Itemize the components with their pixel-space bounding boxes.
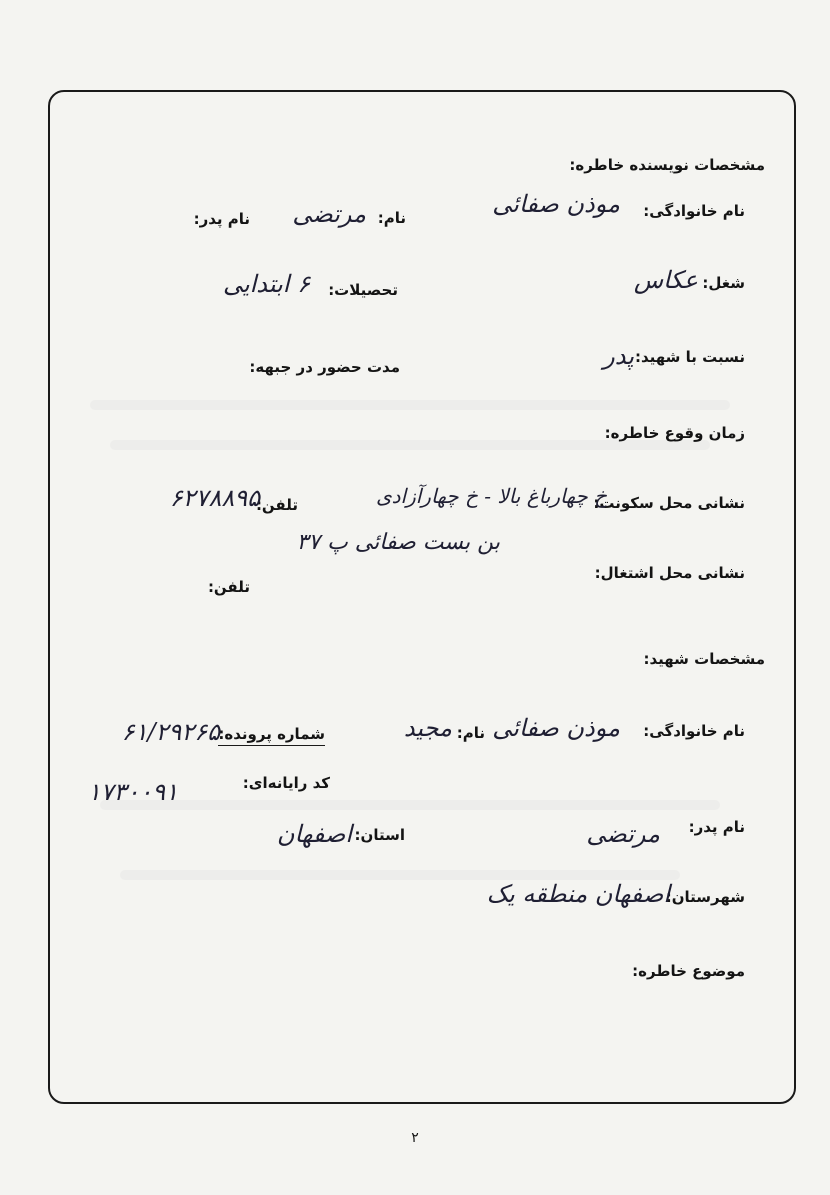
writer-last-name-label: نام خانوادگی: [643,202,745,220]
writer-home-address-value-line2: بن بست صفائی پ ۳۷ [296,530,500,555]
martyr-first-name-label: نام: [456,724,485,742]
bleed-through-mark [100,800,720,810]
writer-relation-label: نسبت با شهید: [634,348,745,366]
writer-first-name-value: مرتضی [292,200,366,228]
form-border [48,90,796,1104]
martyr-last-name-label: نام خانوادگی: [643,722,745,740]
writer-education-value: ۶ ابتدایی [222,270,310,298]
page-number: ۲ [411,1130,419,1146]
writer-first-name-label: نام: [377,209,406,227]
writer-section-heading: مشخصات نویسنده خاطره: [569,156,765,174]
martyr-first-name-value: مجید [403,714,452,742]
writer-job-value: عکاس [633,266,698,294]
martyr-last-name-value: موذن صفائی [492,714,620,742]
bleed-through-mark [120,870,680,880]
writer-father-name-label: نام پدر: [193,210,250,228]
martyr-province-value: اصفهان [276,820,352,848]
writer-memory-time-label: زمان وقوع خاطره: [604,424,745,442]
writer-job-label: شغل: [702,274,745,292]
martyr-file-number-label: شماره پرونده: [218,727,325,746]
martyr-file-number-value: ۶۱/۲۹۲۶۵ [121,718,220,746]
writer-work-phone-label: تلفن: [207,578,250,596]
writer-education-label: تحصیلات: [328,281,398,299]
martyr-memory-subject-label: موضوع خاطره: [632,962,745,980]
bleed-through-mark [90,400,730,410]
writer-front-duration-label: مدت حضور در جبهه: [249,358,400,376]
writer-phone-value: ۶۲۷۸۸۹۵ [169,484,260,512]
martyr-father-name-label: نام پدر: [688,818,745,836]
martyr-computer-code-value: ۱۷۳۰۰۹۱ [87,778,178,806]
writer-last-name-value: موذن صفائی [492,190,620,218]
martyr-city-label: شهرستان: [665,888,745,906]
martyr-father-name-value: مرتضی [586,820,660,848]
martyr-province-label: استان: [354,826,405,844]
writer-home-address-value: خ چهارباغ بالا - خ چهارآزادی [375,484,607,508]
writer-work-address-label: نشانی محل اشتغال: [594,564,745,582]
writer-home-address-label: نشانی محل سکونت: [593,494,745,512]
writer-phone-label: تلفن: [255,496,298,514]
martyr-computer-code-label: کد رایانه‌ای: [242,774,330,792]
martyr-city-value: اصفهان منطقه یک [486,880,670,908]
martyr-section-heading: مشخصات شهید: [643,650,765,668]
writer-relation-value: پدر [603,342,634,370]
